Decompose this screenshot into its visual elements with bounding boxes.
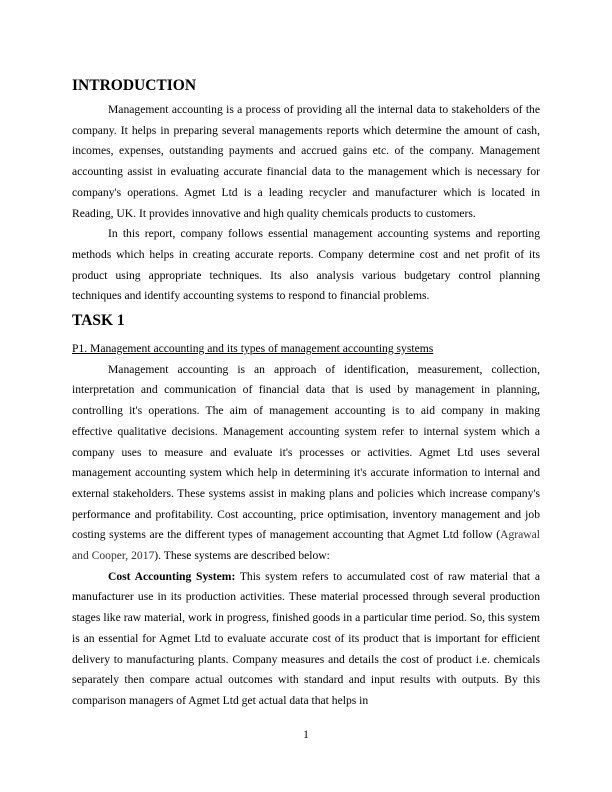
citation-link[interactable]: Agrawal and Cooper, 2017: [72, 528, 540, 563]
task1-heading: TASK 1: [72, 312, 125, 330]
task1-paragraph-1-tail: ). These systems are described below:: [154, 549, 330, 563]
task1-paragraph-1: [72, 360, 540, 567]
cost-accounting-text: This system refers to accumulated cost of raw material that a manufacturer use in its production activities. These material processed through several production stages like raw material, work in progress, finished goods in a particular time period. So, this system is an essential for Agmet Ltd to evaluate accurate cost of its product that is important for efficient delivery to manufacturing plants. Company measures and details the cost of product i.e. chemicals separately then compare actual outcomes with standard and input results with outputs. By this comparison managers of Agmet Ltd get actual data that helps in: [72, 569, 541, 707]
cost-accounting-paragraph: [72, 567, 540, 712]
introduction-paragraph-1: Management accounting is a process of providing all the internal data to stakeholders of the company. It helps in preparing several managements reports which determine the amount of cash, incomes, expenses, outstanding payments and accrued gains etc. of the company. Management accounting assist in evaluating accurate financial data to the management which is necessary for company's operations. Agmet Ltd is a leading recycler and manufacturer which is located in Reading, UK. It provides innovative and high quality chemicals products to customers.: [72, 103, 540, 220]
introduction-paragraph-2: In this report, company follows essential management accounting systems and reporting methods which helps in creating accurate reports. Company determine cost and net profit of its product using appropriate techniques. Its also analysis various budgetary control planning techniques and identify accounting systems to respond to financial problems.: [72, 227, 540, 303]
task1-subheading: P1. Management accounting and its types of management accounting systems: [72, 342, 434, 356]
introduction-heading: INTRODUCTION: [72, 77, 197, 94]
page-number: 1: [303, 728, 309, 741]
cost-accounting-lead: Cost Accounting System:: [108, 569, 236, 583]
task1-paragraph-1-text: Management accounting is an approach of identification, measurement, collection, interpretation and communication of financial data that is used by management in planning, controlling it's operations. The aim of management accounting is to aid company in making effective qualitative decisions. Management accounting system refer to internal system which a company uses to measure and evaluate it's processes or activities. Agmet Ltd uses several management accounting system which help in determining it's accurate information to internal and external stakeholders. These systems assist in making plans and policies which increase company's performance and profitability. Cost accounting, price optimisation, inventory management and job costing systems are the different types of management accounting that Agmet Ltd follow (: [72, 362, 540, 542]
document-page: [72, 76, 540, 712]
